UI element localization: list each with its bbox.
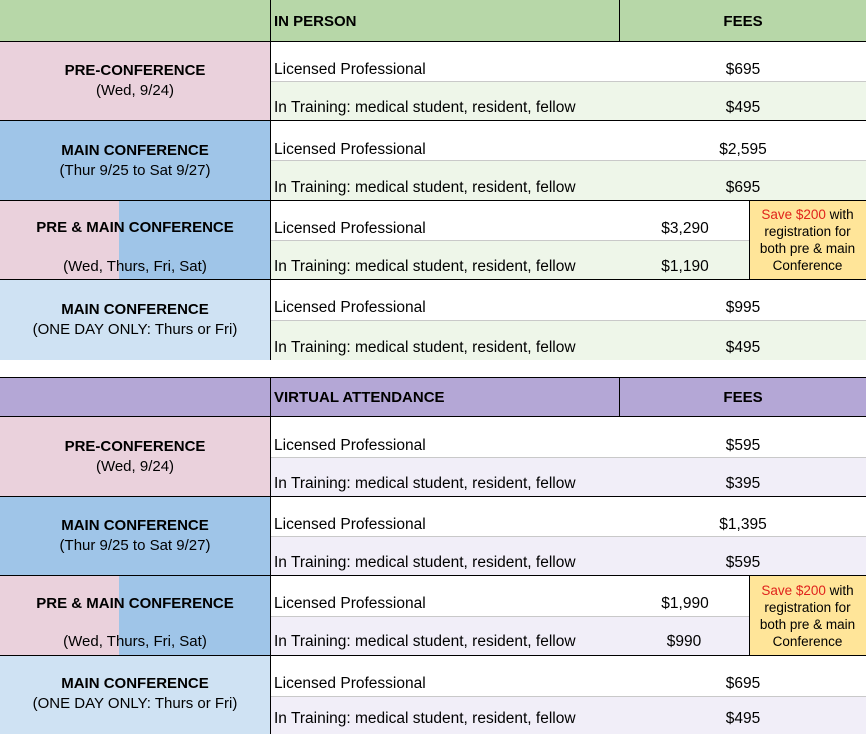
in-person-main-subtitle: (Thur 9/25 to Sat 9/27)	[59, 162, 211, 179]
in-person-rule	[270, 81, 866, 82]
in-person-save-text1: with	[825, 207, 854, 222]
virtual-main-row1-fee: $1,395	[719, 516, 767, 533]
virtual-combo-subtitle: (Wed, Thurs, Fri, Sat)	[63, 633, 207, 650]
virtual-header-fees: FEES	[723, 389, 763, 406]
virtual-pre-label	[0, 437, 270, 477]
in-person-main-title: MAIN CONFERENCE	[61, 142, 209, 159]
in-person-oneday-row2-desc: In Training: medical student, resident, fellow	[274, 339, 576, 356]
virtual-rule	[270, 377, 271, 734]
in-person-combo-title: PRE & MAIN CONFERENCE	[36, 219, 234, 236]
virtual-main-subtitle: (Thur 9/25 to Sat 9/27)	[59, 537, 211, 554]
in-person-pre-row2-desc: In Training: medical student, resident, fellow	[274, 99, 576, 116]
virtual-save-text2: registration for	[764, 600, 851, 615]
in-person-combo-row2-desc: In Training: medical student, resident, fellow	[274, 258, 576, 275]
virtual-rule	[270, 616, 749, 617]
in-person-rule	[0, 120, 866, 121]
virtual-save-text4: Conference	[772, 634, 843, 649]
in-person-rule	[0, 279, 866, 280]
in-person-combo-row1-desc: Licensed Professional	[274, 220, 426, 237]
in-person-save-note	[749, 206, 866, 274]
virtual-pre-row1-desc: Licensed Professional	[274, 437, 426, 454]
virtual-rule	[0, 655, 866, 656]
virtual-save-note	[749, 582, 866, 650]
virtual-oneday-row2-desc: In Training: medical student, resident, fellow	[274, 710, 576, 727]
in-person-rule	[0, 41, 866, 42]
virtual-rule	[0, 416, 866, 417]
virtual-rule	[0, 377, 866, 378]
virtual-pre-row1-fee: $595	[725, 437, 761, 454]
virtual-rule	[0, 575, 866, 576]
in-person-main-row2-fee: $695	[725, 179, 761, 196]
in-person-oneday-row1-fee: $995	[725, 299, 761, 316]
virtual-combo-row1-desc: Licensed Professional	[274, 595, 426, 612]
virtual-combo-row2-desc: In Training: medical student, resident, fellow	[274, 633, 576, 650]
in-person-main-row1-desc: Licensed Professional	[274, 141, 426, 158]
virtual-combo-row2-fee: $990	[666, 633, 702, 650]
virtual-oneday-title: MAIN CONFERENCE	[61, 675, 209, 692]
in-person-pre-row2-fee: $495	[725, 99, 761, 116]
virtual-header-title: VIRTUAL ATTENDANCE	[274, 389, 445, 406]
in-person-pre-row1-desc: Licensed Professional	[274, 61, 426, 78]
in-person-pre-row1-fee: $695	[725, 61, 761, 78]
virtual-main-row2-desc: In Training: medical student, resident, fellow	[274, 554, 576, 571]
virtual-combo-row1-fee: $1,990	[661, 595, 709, 612]
in-person-save-text2: registration for	[764, 224, 851, 239]
virtual-pre-subtitle: (Wed, 9/24)	[95, 458, 175, 475]
virtual-oneday-row1-fee: $695	[725, 675, 761, 692]
virtual-oneday-row2-fee: $495	[725, 710, 761, 727]
in-person-save-text3: both pre & main	[759, 241, 856, 256]
in-person-header-title: IN PERSON	[274, 13, 357, 30]
virtual-main-title: MAIN CONFERENCE	[61, 517, 209, 534]
virtual-combo-title: PRE & MAIN CONFERENCE	[36, 595, 234, 612]
in-person-rule	[270, 160, 866, 161]
virtual-pre-title: PRE-CONFERENCE	[64, 438, 206, 455]
virtual-save-text3: both pre & main	[759, 617, 856, 632]
virtual-rule	[270, 536, 866, 537]
virtual-rule	[0, 496, 866, 497]
in-person-pre-subtitle: (Wed, 9/24)	[95, 82, 175, 99]
in-person-oneday-row1-desc: Licensed Professional	[274, 299, 426, 316]
virtual-rule	[270, 457, 866, 458]
in-person-oneday-subtitle: (ONE DAY ONLY: Thurs or Fri)	[32, 321, 238, 338]
in-person-oneday-title: MAIN CONFERENCE	[61, 301, 209, 318]
in-person-combo-row2-fee: $1,190	[661, 258, 709, 275]
virtual-oneday-subtitle: (ONE DAY ONLY: Thurs or Fri)	[32, 695, 238, 712]
virtual-oneday-label	[0, 674, 270, 714]
virtual-save-text1: with	[825, 583, 854, 598]
virtual-main-row1-desc: Licensed Professional	[274, 516, 426, 533]
in-person-rule	[270, 320, 866, 321]
virtual-save-amount: Save $200	[761, 583, 826, 598]
in-person-oneday-row2-fee: $495	[725, 339, 761, 356]
virtual-rule	[619, 377, 620, 417]
virtual-main-label	[0, 516, 270, 556]
in-person-save-amount: Save $200	[761, 207, 826, 222]
in-person-pre-title: PRE-CONFERENCE	[64, 62, 206, 79]
virtual-rule	[270, 696, 866, 697]
in-person-save-text4: Conference	[772, 258, 843, 273]
in-person-combo-row1-fee: $3,290	[661, 220, 709, 237]
in-person-rule	[270, 240, 749, 241]
virtual-main-row2-fee: $595	[725, 554, 761, 571]
in-person-main-label	[0, 141, 270, 181]
in-person-main-row2-desc: In Training: medical student, resident, fellow	[274, 179, 576, 196]
in-person-rule	[270, 0, 271, 360]
virtual-pre-row2-desc: In Training: medical student, resident, fellow	[274, 475, 576, 492]
in-person-rule	[749, 200, 750, 280]
virtual-pre-row2-fee: $395	[725, 475, 761, 492]
in-person-main-row1-fee: $2,595	[719, 141, 767, 158]
in-person-rule	[619, 0, 620, 42]
virtual-oneday-row1-desc: Licensed Professional	[274, 675, 426, 692]
virtual-rule	[749, 576, 750, 656]
in-person-pre-label	[0, 61, 270, 101]
in-person-header-fees: FEES	[723, 13, 763, 30]
in-person-oneday-label	[0, 300, 270, 340]
in-person-rule	[0, 200, 866, 201]
in-person-combo-subtitle: (Wed, Thurs, Fri, Sat)	[63, 258, 207, 275]
